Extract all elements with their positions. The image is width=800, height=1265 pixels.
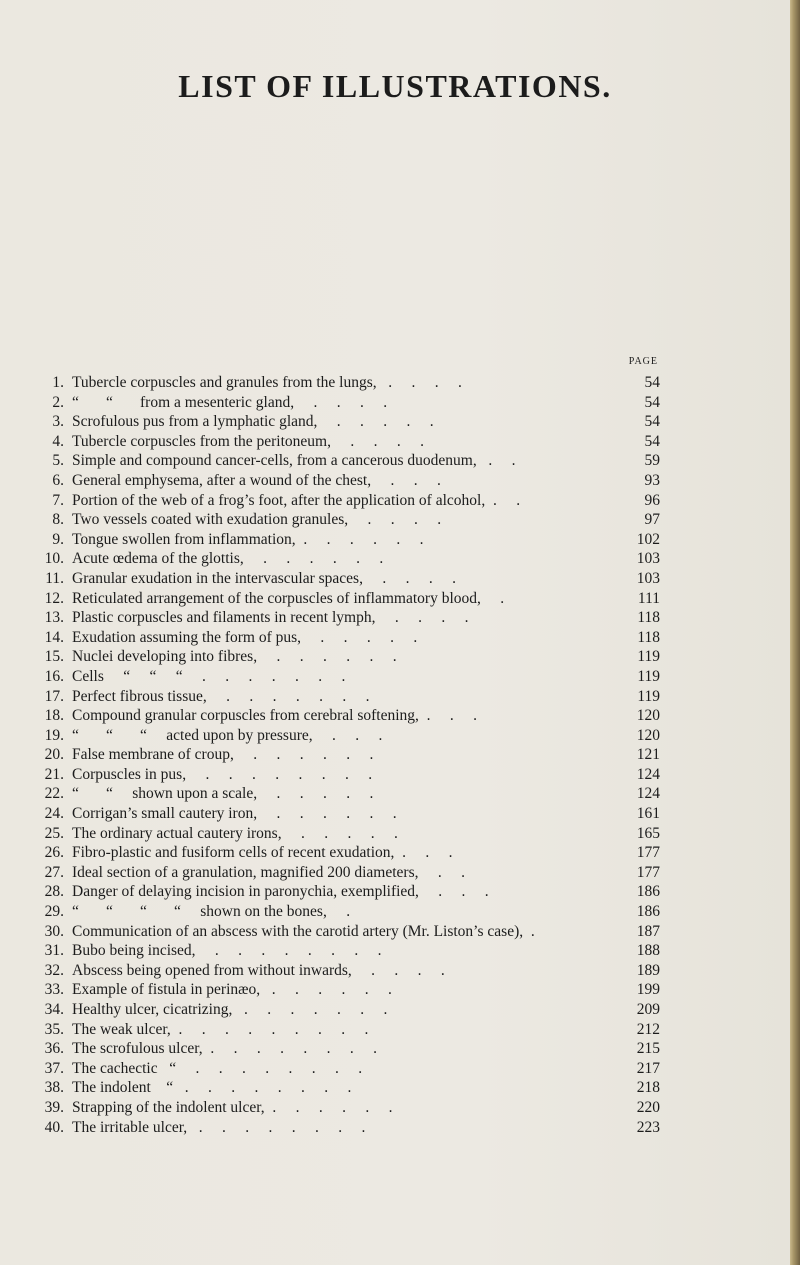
entry-caption: Corrigan’s small cautery iron, . . . . . . — [72, 805, 397, 823]
entry-number: 19. — [44, 726, 64, 744]
page-column-header: PAGE — [628, 356, 658, 367]
list-item — [40, 530, 660, 550]
entry-page-number: 54 — [644, 393, 660, 411]
entry-caption: Cells “ “ “ . . . . . . . — [72, 667, 346, 685]
entry-number: 10. — [44, 550, 64, 568]
entry-number: 18. — [44, 707, 64, 725]
entry-number: 22. — [44, 785, 64, 803]
entry-number: 21. — [44, 765, 64, 783]
entry-caption: Reticulated arrangement of the corpuscles of inflammatory blood, . — [72, 589, 505, 607]
entry-number: 28. — [44, 883, 64, 901]
entry-caption: Ideal section of a granulation, magnified 200 diameters, . . — [72, 863, 465, 881]
entry-caption: Abscess being opened from without inwards, . . . . — [72, 961, 445, 979]
entry-number: 7. — [52, 491, 64, 509]
entry-number: 2. — [52, 393, 64, 411]
list-item — [40, 647, 660, 667]
entry-number: 13. — [44, 609, 64, 627]
entry-page-number: 209 — [636, 1001, 660, 1018]
list-item — [40, 824, 660, 844]
entry-caption: “ “ from a mesenteric gland, . . . . — [72, 393, 388, 411]
entry-page-number: 188 — [636, 942, 660, 960]
entry-page-number: 119 — [637, 687, 660, 705]
entry-caption: Healthy ulcer, cicatrizing, . . . . . . . — [72, 1001, 388, 1018]
entry-number: 36. — [44, 1040, 64, 1058]
entry-caption: Tongue swollen from inflammation, . . . . . . — [72, 530, 424, 548]
entry-page-number: 118 — [637, 609, 660, 627]
list-item — [40, 451, 660, 471]
list-item — [40, 863, 660, 883]
illustrations-list — [40, 373, 660, 1137]
entry-page-number: 96 — [644, 491, 660, 509]
entry-caption: Exudation assuming the form of pus, . . . . . — [72, 628, 418, 646]
entry-number: 37. — [44, 1059, 64, 1077]
entry-number: 15. — [44, 648, 64, 666]
entry-page-number: 217 — [636, 1059, 660, 1077]
entry-page-number: 111 — [637, 589, 660, 607]
entry-caption: “ “ “ acted upon by pressure, . . . — [72, 726, 383, 744]
entry-number: 9. — [52, 530, 64, 548]
entry-page-number: 161 — [636, 805, 660, 823]
entry-caption: Danger of delaying incision in paronychia, exemplified, . . . — [72, 883, 489, 901]
entry-caption: Strapping of the indolent ulcer, . . . . . . — [72, 1098, 393, 1116]
entry-number: 29. — [44, 903, 64, 921]
entry-page-number: 103 — [636, 569, 660, 587]
entry-number: 35. — [44, 1020, 64, 1038]
entry-number: 24. — [44, 805, 64, 823]
list-item — [40, 589, 660, 609]
entry-caption: The cachectic “ . . . . . . . . — [72, 1059, 363, 1077]
entry-page-number: 186 — [636, 883, 660, 901]
entry-caption: Example of fistula in perinæo, . . . . . . — [72, 981, 392, 999]
entry-number: 40. — [44, 1118, 64, 1136]
entry-page-number: 199 — [636, 981, 660, 999]
list-item — [40, 687, 660, 707]
entry-page-number: 54 — [644, 432, 660, 450]
list-item — [40, 373, 660, 393]
entry-caption: Fibro-plastic and fusiform cells of recent exudation, . . . — [72, 844, 453, 862]
entry-caption: Scrofulous pus from a lymphatic gland, . . . . . — [72, 413, 434, 431]
entry-number: 33. — [44, 981, 64, 999]
entry-page-number: 212 — [636, 1020, 660, 1038]
entry-page-number: 118 — [637, 628, 660, 646]
entry-number: 16. — [44, 667, 64, 685]
entry-page-number: 223 — [636, 1118, 660, 1136]
entry-number: 6. — [52, 471, 64, 489]
list-item — [40, 922, 660, 942]
list-item — [40, 1078, 660, 1098]
entry-caption: Plastic corpuscles and filaments in recent lymph, . . . . — [72, 609, 469, 627]
entry-caption: Communication of an abscess with the carotid artery (Mr. Liston’s case), . — [72, 922, 535, 940]
list-item — [40, 1118, 660, 1138]
list-item — [40, 941, 660, 961]
entry-caption: Corpuscles in pus, . . . . . . . . — [72, 765, 373, 783]
entry-page-number: 177 — [636, 863, 660, 881]
list-item — [40, 510, 660, 530]
list-item — [40, 882, 660, 902]
entry-number: 1. — [52, 374, 64, 391]
entry-page-number: 124 — [636, 785, 660, 803]
entry-number: 3. — [52, 413, 64, 431]
list-item — [40, 726, 660, 746]
entry-page-number: 186 — [636, 903, 660, 921]
list-item — [40, 784, 660, 804]
list-item — [40, 471, 660, 491]
entry-caption: “ “ “ “ shown on the bones, . — [72, 903, 351, 921]
entry-page-number: 189 — [636, 961, 660, 979]
entry-caption: The scrofulous ulcer, . . . . . . . . — [72, 1040, 378, 1058]
entry-page-number: 119 — [637, 648, 660, 666]
entry-number: 5. — [52, 452, 64, 470]
entry-caption: False membrane of croup, . . . . . . — [72, 746, 374, 764]
entry-caption: The indolent “ . . . . . . . . — [72, 1079, 352, 1097]
entry-caption: Bubo being incised, . . . . . . . . — [72, 942, 382, 960]
entry-number: 17. — [44, 687, 64, 705]
entry-number: 34. — [44, 1001, 64, 1018]
entry-page-number: 121 — [636, 746, 660, 764]
entry-caption: Tubercle corpuscles from the peritoneum, . . . . — [72, 432, 424, 450]
entry-page-number: 120 — [636, 707, 660, 725]
entry-page-number: 54 — [644, 413, 660, 431]
entry-caption: The irritable ulcer, . . . . . . . . — [72, 1118, 366, 1136]
entry-number: 4. — [52, 432, 64, 450]
entry-page-number: 165 — [636, 824, 660, 842]
entry-caption: Two vessels coated with exudation granules, . . . . — [72, 511, 442, 529]
entry-page-number: 124 — [636, 765, 660, 783]
entry-page-number: 220 — [636, 1098, 660, 1116]
entry-caption: Acute œdema of the glottis, . . . . . . — [72, 550, 384, 568]
list-item — [40, 608, 660, 628]
list-item — [40, 412, 660, 432]
entry-caption: Tubercle corpuscles and granules from the lungs, . . . . — [72, 374, 462, 391]
entry-caption: Portion of the web of a frog’s foot, after the application of alcohol, . . — [72, 491, 521, 509]
entry-page-number: 97 — [644, 511, 660, 529]
entry-caption: Granular exudation in the intervascular spaces, . . . . — [72, 569, 456, 587]
entry-number: 12. — [44, 589, 64, 607]
list-item — [40, 1000, 660, 1020]
entry-page-number: 93 — [644, 471, 660, 489]
list-item — [40, 549, 660, 569]
entry-number: 8. — [52, 511, 64, 529]
list-item — [40, 432, 660, 452]
entry-page-number: 119 — [637, 667, 660, 685]
entry-caption: Perfect fibrous tissue, . . . . . . . — [72, 687, 370, 705]
list-item — [40, 569, 660, 589]
list-item — [40, 393, 660, 413]
entry-number: 25. — [44, 824, 64, 842]
entry-number: 38. — [44, 1079, 64, 1097]
entry-caption: “ “ shown upon a scale, . . . . . — [72, 785, 374, 803]
list-item — [40, 628, 660, 648]
list-item — [40, 804, 660, 824]
book-edge — [790, 0, 800, 1265]
entry-caption: Compound granular corpuscles from cerebral softening, . . . — [72, 707, 478, 725]
entry-number: 39. — [44, 1098, 64, 1116]
entry-page-number: 54 — [644, 374, 660, 391]
entry-page-number: 177 — [636, 844, 660, 862]
entry-page-number: 218 — [636, 1079, 660, 1097]
list-item — [40, 1020, 660, 1040]
list-item — [40, 902, 660, 922]
entry-page-number: 215 — [636, 1040, 660, 1058]
list-item — [40, 980, 660, 1000]
entry-number: 27. — [44, 863, 64, 881]
entry-number: 20. — [44, 746, 64, 764]
list-item — [40, 961, 660, 981]
list-item — [40, 667, 660, 687]
entry-page-number: 102 — [636, 530, 660, 548]
entry-number: 32. — [44, 961, 64, 979]
entry-page-number: 187 — [636, 922, 660, 940]
entry-page-number: 103 — [636, 550, 660, 568]
list-item — [40, 1059, 660, 1079]
entry-caption: Simple and compound cancer-cells, from a cancerous duodenum, . . — [72, 452, 516, 470]
entry-page-number: 59 — [644, 452, 660, 470]
entry-caption: Nuclei developing into fibres, . . . . . . — [72, 648, 397, 666]
entry-number: 11. — [45, 569, 64, 587]
list-item — [40, 491, 660, 511]
entry-number: 14. — [44, 628, 64, 646]
entry-caption: General emphysema, after a wound of the chest, . . . — [72, 471, 441, 489]
entry-number: 30. — [44, 922, 64, 940]
list-item — [40, 843, 660, 863]
list-item — [40, 706, 660, 726]
list-item — [40, 765, 660, 785]
entry-page-number: 120 — [636, 726, 660, 744]
page-title: LIST OF ILLUSTRATIONS. — [178, 68, 612, 104]
entry-number: 31. — [44, 942, 64, 960]
list-item — [40, 1098, 660, 1118]
list-item — [40, 745, 660, 765]
entry-caption: The weak ulcer, . . . . . . . . . — [72, 1020, 369, 1038]
list-item — [40, 1039, 660, 1059]
entry-number: 26. — [44, 844, 64, 862]
entry-caption: The ordinary actual cautery irons, . . . . . — [72, 824, 398, 842]
